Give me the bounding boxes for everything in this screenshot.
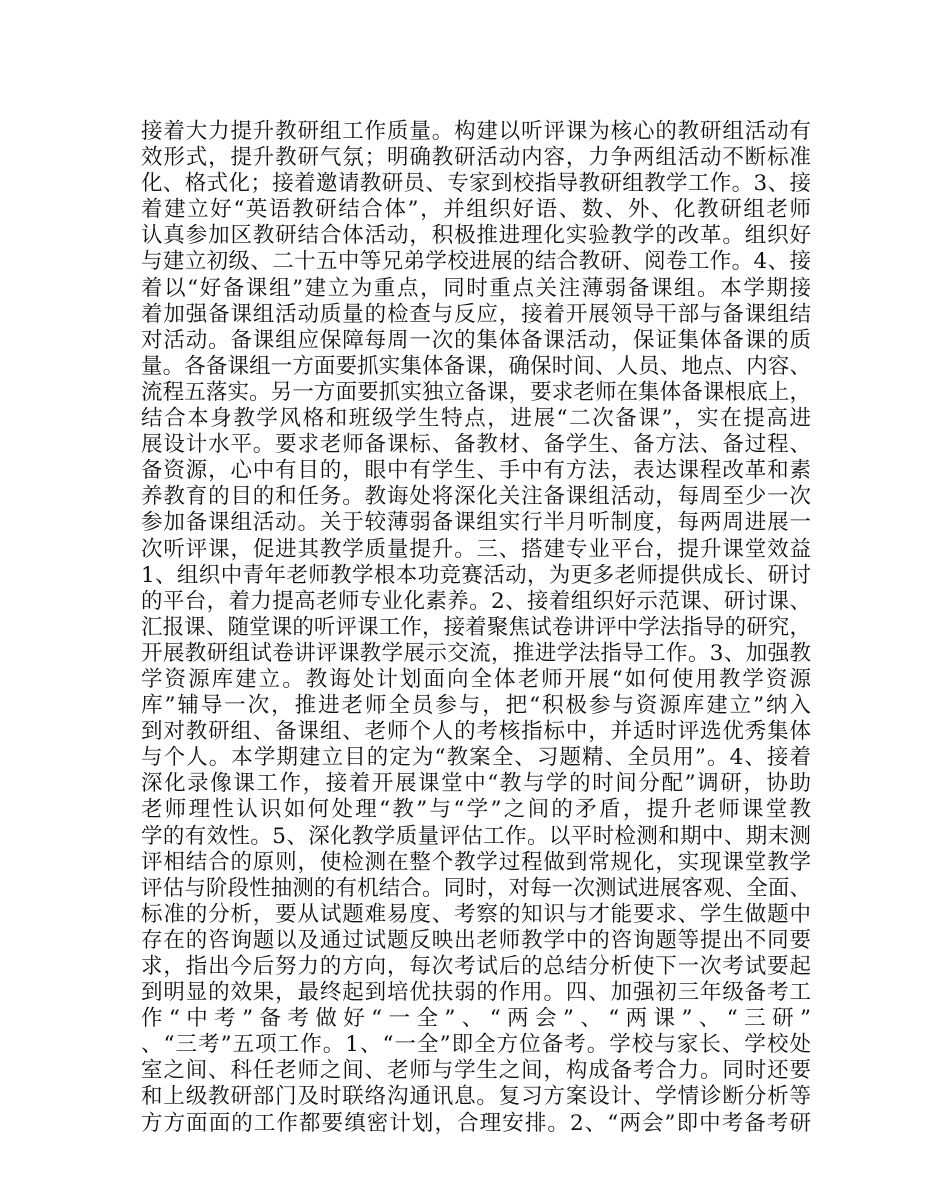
text-line: 流程五落实。另一方面要抓实独立备课，要求老师在集体备课根底上，: [141, 379, 811, 405]
text-line: 展设计水平。要求老师备课标、备教材、备学生、备方法、备过程、: [141, 432, 811, 458]
text-line: 结合本身教学风格和班级学生特点，进展“二次备课”，实在提高进: [141, 406, 811, 432]
text-line: 老师理性认识如何处理“教”与“学”之间的矛盾，提升老师课堂教: [141, 797, 811, 823]
text-line: 学的有效性。5、深化教学质量评估工作。以平时检测和期中、期末测: [141, 823, 811, 849]
text-line: 求，指出今后努力的方向，每次考试后的总结分析使下一次考试要起: [141, 954, 811, 979]
text-line: 学资源库建立。教诲处计划面向全体老师开展“如何使用教学资源: [141, 666, 811, 692]
text-line: 存在的咨询题以及通过试题反映出老师教学中的咨询题等提出不同要: [141, 927, 811, 953]
text-line: 评相结合的原则，使检测在整个教学过程做到常规化，实现课堂教学: [141, 849, 811, 875]
text-line: 汇报课、随堂课的听评课工作，接着聚焦试卷讲评中学法指导的研究，: [141, 614, 811, 640]
text-line: 接着大力提升教研组工作质量。构建以听评课为核心的教研组活动有: [141, 119, 811, 144]
text-line: 与建立初级、二十五中等兄弟学校进展的结合教研、阅卷工作。4、接: [141, 249, 811, 275]
text-line: 次听评课，促进其教学质量提升。三、搭建专业平台，提升课堂效益: [141, 536, 811, 562]
body-text: [141, 119, 811, 1137]
text-line: 方方面面的工作都要缜密计划，合理安排。2、“两会”即中考备考研: [141, 1110, 811, 1136]
text-line: 效形式，提升教研气氛；明确教研活动内容，力争两组活动不断标准: [141, 145, 811, 171]
text-line: 库”辅导一次，推进老师全员参与，把“积极参与资源库建立”纳入: [141, 693, 811, 719]
text-line: 、“三考”五项工作。1、“一全”即全方位备考。学校与家长、学校处: [141, 1032, 811, 1058]
text-line: 备资源，心中有目的，眼中有学生、手中有方法，表达课程改革和素: [141, 458, 811, 484]
text-line: 到明显的效果，最终起到培优扶弱的作用。四、加强初三年级备考工: [141, 980, 811, 1006]
text-line: 到对教研组、备课组、老师个人的考核指标中，并适时评选优秀集体: [141, 719, 811, 745]
text-line: 对活动。备课组应保障每周一次的集体备课活动，保证集体备课的质: [141, 327, 811, 353]
text-line: 着以“好备课组”建立为重点，同时重点关注薄弱备课组。本学期接: [141, 275, 811, 301]
text-line: 着建立好“英语教研结合体”，并组织好语、数、外、化教研组老师: [141, 197, 811, 223]
text-line: 评估与阶段性抽测的有机结合。同时，对每一次测试进展客观、全面、: [141, 875, 811, 901]
text-line: 的平台，着力提高老师专业化素养。2、接着组织好示范课、研讨课、: [141, 588, 811, 614]
text-line: 养教育的目的和任务。教诲处将深化关注备课组活动，每周至少一次: [141, 484, 811, 510]
text-line: 1、组织中青年老师教学根本功竞赛活动，为更多老师提供成长、研讨: [141, 562, 811, 588]
text-line: 作“中考”备考做好“一全”、“两会”、“两课”、“三研”: [141, 1006, 811, 1032]
text-line: 认真参加区教研结合体活动，积极推进理化实验教学的改革。组织好: [141, 223, 811, 249]
text-line: 参加备课组活动。关于较薄弱备课组实行半月听制度，每两周进展一: [141, 510, 811, 536]
text-line: 量。各备课组一方面要抓实集体备课，确保时间、人员、地点、内容、: [141, 353, 811, 379]
text-line: 开展教研组试卷讲评课教学展示交流，推进学法指导工作。3、加强教: [141, 640, 811, 666]
text-line: 和上级教研部门及时联络沟通讯息。复习方案设计、学情诊断分析等: [141, 1084, 811, 1110]
text-line: 深化录像课工作，接着开展课堂中“教与学的时间分配”调研，协助: [141, 771, 811, 797]
text-line: 室之间、科任老师之间、老师与学生之间，构成备考合力。同时还要: [141, 1058, 811, 1084]
text-line: 标准的分析，要从试题难易度、考察的知识与才能要求、学生做题中: [141, 901, 811, 927]
text-line: 着加强备课组活动质量的检查与反应，接着开展领导干部与备课组结: [141, 301, 811, 327]
text-line: 化、格式化；接着邀请教研员、专家到校指导教研组教学工作。3、接: [141, 171, 811, 197]
text-line: 与个人。本学期建立目的定为“教案全、习题精、全员用”。4、接着: [141, 745, 811, 771]
